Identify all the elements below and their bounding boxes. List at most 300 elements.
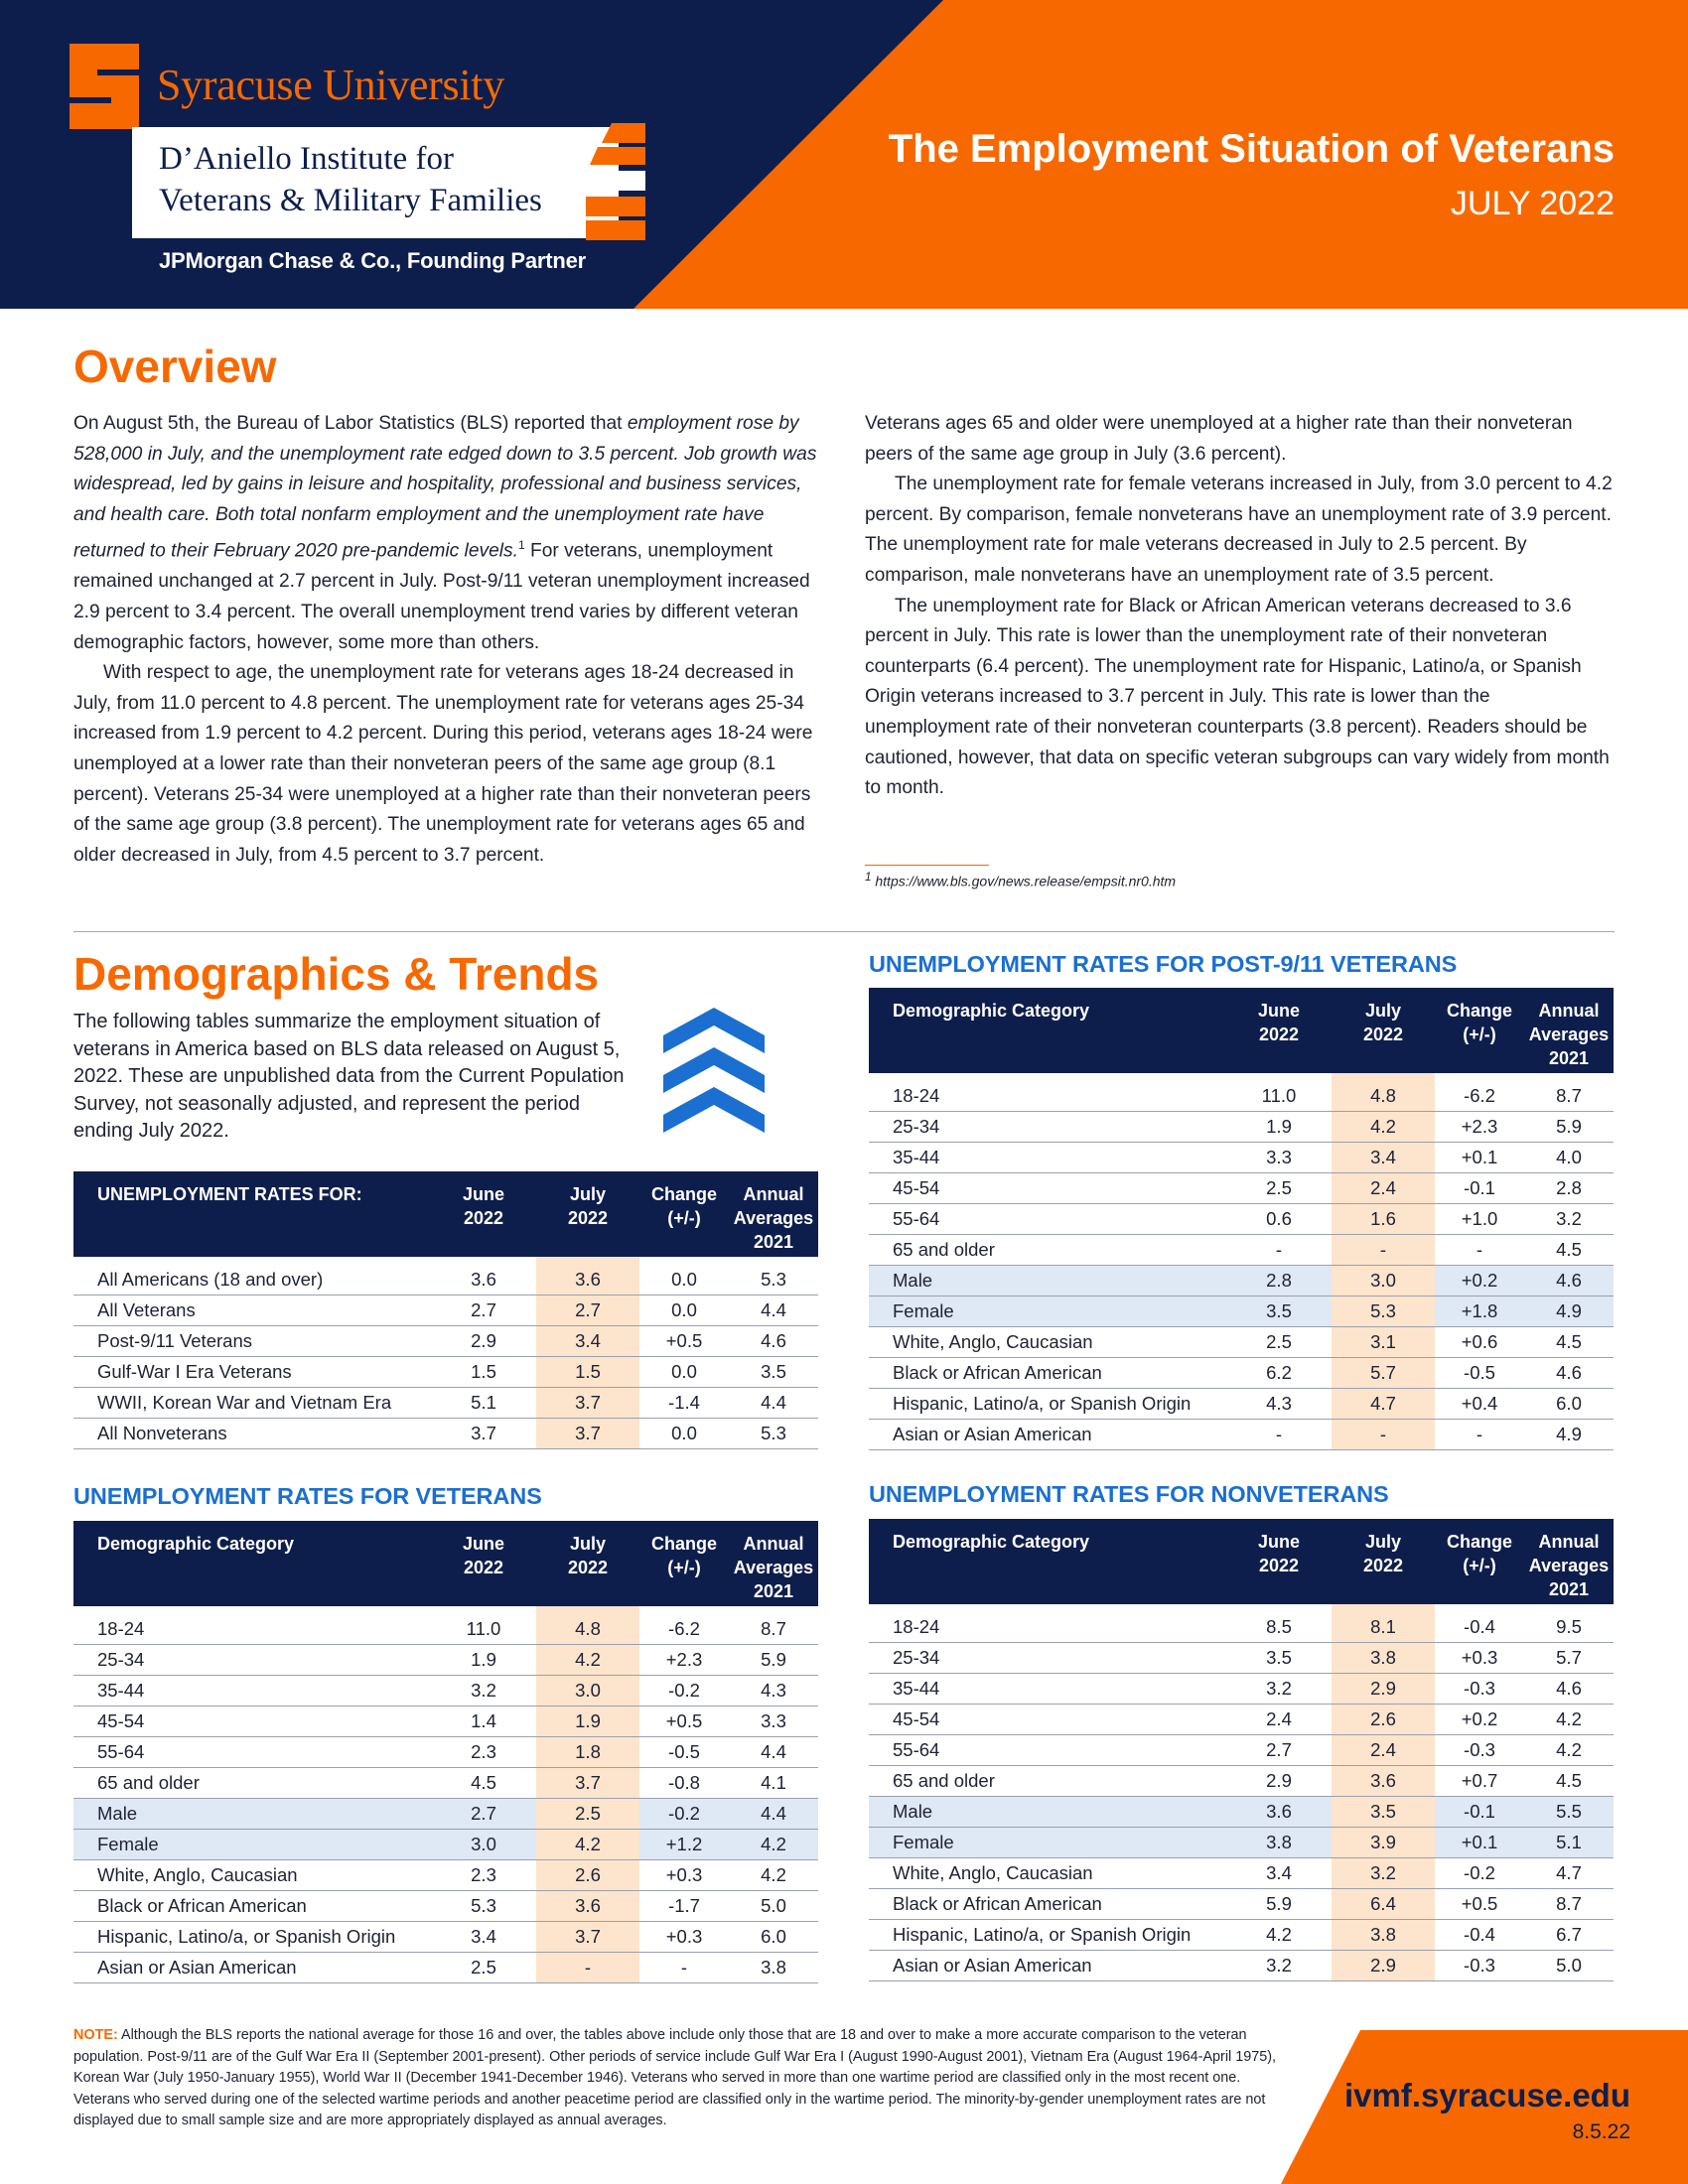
cell-june: 3.6	[1226, 1797, 1332, 1828]
header-change-line: (+/-)	[1463, 1556, 1496, 1575]
header-annual-line: Averages	[733, 1208, 814, 1228]
header-july-line: 2022	[567, 1558, 609, 1577]
cell-category: Female	[869, 1828, 1226, 1858]
overview-paragraph-2: With respect to age, the unemployment rate for veterans ages 18-24 decreased in July, from 11.0 percent to 4.8 percent. The unemployment rate for veterans ages 25-34 increased from 1.9 percent to 4.2 percent. During this period, veterans ages 18-24 were unemployed at a lower rate than their nonveteran peers of the same age group (8.1 percent). Veterans 25-34 were unemployed at a higher rate than their nonveteran peers of the same age group (3.8 percent). The unemployment rate for veterans ages 65 and older decreased in July, from 4.5 percent to 3.7 percent.	[73, 662, 813, 866]
cell-annual: 4.3	[729, 1676, 818, 1706]
university-name: Syracuse University	[157, 61, 504, 109]
cell-july: 3.7	[536, 1768, 639, 1799]
cell-category: Hispanic, Latino/a, or Spanish Origin	[869, 1389, 1226, 1420]
cell-june: 2.4	[1226, 1705, 1332, 1735]
table-row	[869, 1327, 1614, 1358]
header-annual-line: Annual	[1538, 1532, 1600, 1552]
cell-category: Male	[869, 1797, 1226, 1828]
cell-annual: 4.9	[1524, 1297, 1614, 1327]
header-july-line: 2022	[1362, 1024, 1404, 1044]
table-row	[73, 1706, 818, 1737]
overview-p1-tail: For veterans, unemployment remained unchanged at 2.7 percent in July. Post-9/11 veteran unemployment increased 2.9 percent to 3.4 percent. The overall unemployment trend varies by different veteran demographic factors, however, some more than others.	[73, 540, 810, 653]
cell-change: -	[1435, 1235, 1524, 1266]
cell-annual: 6.0	[729, 1922, 818, 1953]
cell-change: +0.4	[1435, 1389, 1524, 1420]
cell-category: Hispanic, Latino/a, or Spanish Origin	[73, 1922, 431, 1953]
header-july	[536, 1521, 639, 1606]
footnote-url[interactable]: https://www.bls.gov/news.release/empsit.nr0.htm	[875, 873, 1177, 889]
cell-category: 18-24	[869, 1604, 1226, 1643]
footer-website-link[interactable]: ivmf.syracuse.edu	[1344, 2077, 1630, 2114]
cell-category: Asian or Asian American	[869, 1420, 1226, 1450]
cell-category: Asian or Asian American	[73, 1953, 431, 1983]
cell-july: 3.8	[1332, 1643, 1435, 1674]
ivmf-e-mark-logo	[586, 123, 645, 240]
header-annual-line: 2021	[1548, 1048, 1590, 1068]
overview-paragraph-4: The unemployment rate for female veterans increased in July, from 3.0 percent to 4.2 percent. By comparison, female nonveterans have an unemployment rate of 3.9 percent. The unemployment rate for male veterans decreased in July to 2.5 percent. By comparison, male nonveterans have an unemployment rate of 3.5 percent.	[865, 474, 1613, 586]
cell-july: 2.4	[1332, 1173, 1435, 1204]
cell-change: +0.2	[1435, 1266, 1524, 1297]
table-row	[869, 1235, 1614, 1266]
overview-column-left	[73, 409, 818, 871]
table-row	[73, 1830, 818, 1860]
overview-heading: Overview	[73, 341, 277, 392]
table-row	[73, 1257, 818, 1296]
cell-june: 5.1	[431, 1388, 536, 1419]
cell-annual: 6.7	[1524, 1920, 1614, 1951]
post911-unemployment-table	[869, 988, 1614, 1450]
cell-category: Black or African American	[869, 1889, 1226, 1920]
cell-june: 2.7	[431, 1296, 536, 1326]
cell-category: 55-64	[869, 1204, 1226, 1235]
table-row	[869, 1420, 1614, 1450]
cell-july: 3.7	[536, 1388, 639, 1419]
cell-change: +0.7	[1435, 1766, 1524, 1797]
overview-paragraph-3: Veterans ages 65 and older were unemployed at a higher rate than their nonveteran peers of the same age group in July (3.6 percent).	[865, 413, 1573, 465]
cell-change: -	[1435, 1420, 1524, 1450]
cell-june: 3.8	[1226, 1828, 1332, 1858]
header-annual	[1524, 1519, 1614, 1604]
cell-change: +0.6	[1435, 1327, 1524, 1358]
cell-category: White, Anglo, Caucasian	[73, 1860, 431, 1891]
table-row	[869, 1797, 1614, 1828]
cell-annual: 8.7	[1524, 1073, 1614, 1112]
cell-category: White, Anglo, Caucasian	[869, 1327, 1226, 1358]
cell-annual: 5.7	[1524, 1643, 1614, 1674]
demographics-intro: The following tables summarize the employment situation of veterans in America based on BLS data released on August 5, 2022. These are unpublished data from the Current Population Survey, not seasonally adjusted, and represent the period ending July 2022.	[73, 1011, 625, 1142]
table-row	[73, 1326, 818, 1357]
header-july-line: July	[1364, 1532, 1402, 1552]
cell-july: 4.7	[1332, 1389, 1435, 1420]
cell-annual: 4.5	[1524, 1235, 1614, 1266]
cell-category: 25-34	[869, 1643, 1226, 1674]
header-change-line: Change	[650, 1534, 717, 1554]
cell-july: 2.4	[1332, 1735, 1435, 1766]
cell-june: 2.5	[1226, 1327, 1332, 1358]
cell-change: +0.5	[639, 1706, 729, 1737]
cell-annual: 8.7	[1524, 1889, 1614, 1920]
cell-category: 35-44	[73, 1676, 431, 1706]
note-text: Although the BLS reports the national average for those 16 and over, the tables above include only those that are 18 and over to make a more accurate comparison to the veteran population. Post-9/11 are of the Gulf War Era II (September 2001-present). Other periods of service include Gulf War Era I (August 1990-August 2001), Vietnam Era (August 1964-April 1975), Korean War (July 1950-January 1955), World War II (December 1941-December 1946). Veterans who served in more than one wartime period are classified only in the most recent one. Veterans who served during one of the selected wartime periods and another peacetime period are classified only in the wartime period. The minority-by-gender unemployment rates are not displayed due to small sample size and are more appropriately displayed as annual averages.	[73, 2027, 1277, 2129]
cell-july: 8.1	[1332, 1604, 1435, 1643]
header-june-line: 2022	[1258, 1556, 1300, 1575]
cell-june: 2.5	[1226, 1173, 1332, 1204]
cell-category: Male	[73, 1799, 431, 1830]
cell-change: -	[639, 1953, 729, 1983]
cell-july: 4.2	[1332, 1112, 1435, 1143]
cell-annual: 4.2	[729, 1830, 818, 1860]
cell-july: 3.1	[1332, 1327, 1435, 1358]
table-row	[869, 1705, 1614, 1735]
cell-annual: 5.9	[729, 1645, 818, 1676]
table-row	[73, 1891, 818, 1922]
cell-july: 1.8	[536, 1737, 639, 1768]
cell-change: 0.0	[639, 1357, 729, 1388]
table-row	[869, 1674, 1614, 1705]
header-annual	[729, 1171, 818, 1257]
footer-note	[73, 2025, 1290, 2132]
cell-july: 5.7	[1332, 1358, 1435, 1389]
cell-annual: 4.5	[1524, 1327, 1614, 1358]
cell-july: 2.6	[536, 1860, 639, 1891]
cell-july: 3.6	[1332, 1766, 1435, 1797]
cell-annual: 5.9	[1524, 1112, 1614, 1143]
cell-july: 3.6	[536, 1891, 639, 1922]
overview-column-right	[865, 409, 1619, 804]
cell-june: 6.2	[1226, 1358, 1332, 1389]
cell-july: -	[1332, 1420, 1435, 1450]
header-june	[1226, 1519, 1332, 1604]
header-july	[536, 1171, 639, 1257]
table-row	[73, 1799, 818, 1830]
header-june-line: 2022	[1258, 1024, 1300, 1044]
cell-category: 45-54	[869, 1705, 1226, 1735]
cell-change: +0.3	[639, 1860, 729, 1891]
header-july-line: July	[569, 1534, 607, 1554]
cell-annual: 5.0	[729, 1891, 818, 1922]
table-row	[73, 1953, 818, 1983]
cell-change: -0.2	[639, 1676, 729, 1706]
cell-june: 2.3	[431, 1860, 536, 1891]
cell-change: +1.8	[1435, 1297, 1524, 1327]
cell-change: -0.3	[1435, 1674, 1524, 1705]
table-row	[869, 1112, 1614, 1143]
cell-june: 2.7	[431, 1799, 536, 1830]
cell-june: 3.5	[1226, 1297, 1332, 1327]
cell-july: 2.9	[1332, 1951, 1435, 1981]
cell-change: 0.0	[639, 1296, 729, 1326]
triple-chevron-up-icon	[663, 1008, 765, 1137]
cell-july: 2.7	[536, 1296, 639, 1326]
table-row	[73, 1419, 818, 1449]
table-row	[869, 1828, 1614, 1858]
cell-june: 0.6	[1226, 1204, 1332, 1235]
cell-change: +2.3	[1435, 1112, 1524, 1143]
nonveterans-unemployment-table	[869, 1519, 1614, 1981]
cell-june: 4.2	[1226, 1920, 1332, 1951]
cell-category: Female	[73, 1830, 431, 1860]
cell-change: +0.1	[1435, 1828, 1524, 1858]
table-row	[869, 1389, 1614, 1420]
cell-change: +0.3	[639, 1922, 729, 1953]
cell-june: 3.2	[431, 1676, 536, 1706]
cell-category: WWII, Korean War and Vietnam Era	[73, 1388, 431, 1419]
cell-change: -0.3	[1435, 1951, 1524, 1981]
cell-change: -0.4	[1435, 1920, 1524, 1951]
cell-category: 25-34	[869, 1112, 1226, 1143]
cell-july: 4.8	[536, 1606, 639, 1645]
header-change	[1435, 988, 1524, 1073]
cell-annual: 5.1	[1524, 1828, 1614, 1858]
cell-category: 18-24	[869, 1073, 1226, 1112]
founding-partner: JPMorgan Chase & Co., Founding Partner	[159, 248, 586, 273]
header-annual-line: Averages	[733, 1558, 814, 1577]
cell-change: -0.2	[1435, 1858, 1524, 1889]
table-row	[869, 1858, 1614, 1889]
cell-category: 65 and older	[869, 1235, 1226, 1266]
cell-july: 4.8	[1332, 1073, 1435, 1112]
footnote	[865, 871, 1176, 889]
cell-annual: 4.6	[1524, 1358, 1614, 1389]
header-annual-line: 2021	[1548, 1579, 1590, 1599]
header-june	[1226, 988, 1332, 1073]
cell-june: -	[1226, 1235, 1332, 1266]
header-category: Demographic Category	[73, 1521, 431, 1606]
cell-change: -0.5	[639, 1737, 729, 1768]
overview-paragraph-5: The unemployment rate for Black or African American veterans decreased to 3.6 percent in July. This rate is lower than the unemployment rate of their nonveteran counterparts (6.4 percent). The unemployment rate for Hispanic, Latino/a, or Spanish Origin veterans increased to 3.7 percent in July. This rate is lower than the unemployment rate of their nonveteran counterparts (3.8 percent). Readers should be cautioned, however, that data on specific veteran subgroups can vary widely from month to month.	[865, 595, 1610, 799]
cell-category: 45-54	[869, 1173, 1226, 1204]
cell-change: -0.2	[639, 1799, 729, 1830]
cell-category: Black or African American	[73, 1891, 431, 1922]
cell-annual: 4.4	[729, 1799, 818, 1830]
cell-june: 4.3	[1226, 1389, 1332, 1420]
header-june-line: 2022	[463, 1558, 504, 1577]
cell-annual: 6.0	[1524, 1389, 1614, 1420]
cell-change: +0.2	[1435, 1705, 1524, 1735]
cell-july: 4.2	[536, 1645, 639, 1676]
header-annual	[1524, 988, 1614, 1073]
cell-july: 5.3	[1332, 1297, 1435, 1327]
header-july-line: July	[569, 1184, 607, 1204]
table-row	[869, 1266, 1614, 1297]
cell-category: All Nonveterans	[73, 1419, 431, 1449]
veterans-unemployment-table	[73, 1521, 818, 1983]
header-july-line: 2022	[567, 1208, 609, 1228]
cell-july: 3.6	[536, 1257, 639, 1296]
cell-july: -	[1332, 1235, 1435, 1266]
table-row	[869, 1073, 1614, 1112]
cell-june: 3.5	[1226, 1643, 1332, 1674]
cell-june: 8.5	[1226, 1604, 1332, 1643]
cell-annual: 8.7	[729, 1606, 818, 1645]
cell-june: 4.5	[431, 1768, 536, 1799]
cell-june: 1.9	[1226, 1112, 1332, 1143]
cell-annual: 5.3	[729, 1419, 818, 1449]
table-row	[869, 1358, 1614, 1389]
overview-p1-quote: employment rose by 528,000 in July, and the unemployment rate edged down to 3.5 percent. Job growth was widespread, led by gains in leisure and hospitality, professional and business services, and health care. Both total nonfarm employment and the unemployment rate have returned to their February 2020 pre-pandemic levels.	[73, 413, 817, 562]
page-header	[0, 0, 1688, 309]
report-date: JULY 2022	[1450, 185, 1615, 222]
section-divider	[73, 931, 1615, 932]
cell-annual: 4.2	[729, 1860, 818, 1891]
cell-annual: 4.4	[729, 1296, 818, 1326]
cell-june: 2.8	[1226, 1266, 1332, 1297]
cell-annual: 4.6	[729, 1326, 818, 1357]
footer-date: 8.5.22	[1572, 2120, 1630, 2143]
header-june-line: June	[1257, 1532, 1300, 1552]
cell-category: 35-44	[869, 1143, 1226, 1173]
header-june-line: June	[1257, 1001, 1300, 1021]
table-row	[869, 1643, 1614, 1674]
header-change-line: Change	[1446, 1532, 1512, 1552]
header-july	[1332, 1519, 1435, 1604]
header-july	[1332, 988, 1435, 1073]
cell-annual: 4.6	[1524, 1674, 1614, 1705]
header-change-line: (+/-)	[667, 1558, 701, 1577]
overview-p1-lead: On August 5th, the Bureau of Labor Statistics (BLS) reported that	[73, 413, 628, 434]
header-annual-line: 2021	[753, 1581, 794, 1601]
header-annual-line: Annual	[743, 1184, 804, 1204]
cell-june: 2.7	[1226, 1735, 1332, 1766]
cell-annual: 4.9	[1524, 1420, 1614, 1450]
header-july-line: July	[1364, 1001, 1402, 1021]
nonveterans-table-heading: UNEMPLOYMENT RATES FOR NONVETERANS	[869, 1481, 1389, 1507]
cell-june: 3.4	[1226, 1858, 1332, 1889]
cell-category: All Veterans	[73, 1296, 431, 1326]
table-row	[73, 1388, 818, 1419]
cell-june: 3.3	[1226, 1143, 1332, 1173]
table-row	[869, 1173, 1614, 1204]
table-row	[73, 1922, 818, 1953]
table-row	[869, 1951, 1614, 1981]
cell-change: -0.8	[639, 1768, 729, 1799]
cell-category: White, Anglo, Caucasian	[869, 1858, 1226, 1889]
table-row	[73, 1768, 818, 1799]
header-change	[1435, 1519, 1524, 1604]
cell-july: 3.8	[1332, 1920, 1435, 1951]
cell-june: 1.9	[431, 1645, 536, 1676]
header-category: UNEMPLOYMENT RATES FOR:	[73, 1171, 431, 1257]
cell-change: +1.0	[1435, 1204, 1524, 1235]
header-annual	[729, 1521, 818, 1606]
cell-june: 11.0	[431, 1606, 536, 1645]
cell-annual: 4.1	[729, 1768, 818, 1799]
cell-july: 3.4	[536, 1326, 639, 1357]
cell-june: 3.2	[1226, 1951, 1332, 1981]
cell-june: 5.9	[1226, 1889, 1332, 1920]
cell-june: 1.4	[431, 1706, 536, 1737]
cell-annual: 3.3	[729, 1706, 818, 1737]
cell-july: 3.9	[1332, 1828, 1435, 1858]
table-row	[869, 1143, 1614, 1173]
cell-annual: 9.5	[1524, 1604, 1614, 1643]
cell-category: Male	[869, 1266, 1226, 1297]
cell-category: 45-54	[73, 1706, 431, 1737]
cell-annual: 4.5	[1524, 1766, 1614, 1797]
syracuse-block-s-logo	[70, 44, 139, 129]
cell-july: 4.2	[536, 1830, 639, 1860]
cell-annual: 4.2	[1524, 1735, 1614, 1766]
cell-change: -0.4	[1435, 1604, 1524, 1643]
cell-category: Hispanic, Latino/a, or Spanish Origin	[869, 1920, 1226, 1951]
header-change-line: Change	[650, 1184, 717, 1204]
cell-change: -6.2	[1435, 1073, 1524, 1112]
cell-category: 55-64	[73, 1737, 431, 1768]
table-row	[869, 1889, 1614, 1920]
cell-july: 3.7	[536, 1922, 639, 1953]
table-row	[869, 1204, 1614, 1235]
cell-june: -	[1226, 1420, 1332, 1450]
header-annual-line: Annual	[1538, 1001, 1600, 1021]
cell-change: 0.0	[639, 1257, 729, 1296]
cell-july: 1.5	[536, 1357, 639, 1388]
note-label: NOTE:	[73, 2027, 118, 2043]
cell-change: +0.5	[639, 1326, 729, 1357]
footnote-number: 1	[865, 871, 872, 884]
cell-change: -6.2	[639, 1606, 729, 1645]
cell-change: 0.0	[639, 1419, 729, 1449]
table-row	[73, 1737, 818, 1768]
cell-july: 3.7	[536, 1419, 639, 1449]
table-row	[73, 1357, 818, 1388]
cell-july: 1.6	[1332, 1204, 1435, 1235]
cell-category: 55-64	[869, 1735, 1226, 1766]
cell-june: 3.4	[431, 1922, 536, 1953]
cell-july: 6.4	[1332, 1889, 1435, 1920]
cell-july: 3.4	[1332, 1143, 1435, 1173]
cell-category: 65 and older	[73, 1768, 431, 1799]
cell-june: 2.5	[431, 1953, 536, 1983]
cell-change: -1.4	[639, 1388, 729, 1419]
cell-change: +2.3	[639, 1645, 729, 1676]
cell-change: +0.1	[1435, 1143, 1524, 1173]
cell-june: 3.6	[431, 1257, 536, 1296]
header-change-line: (+/-)	[1463, 1024, 1496, 1044]
cell-july: 2.6	[1332, 1705, 1435, 1735]
header-annual-line: Averages	[1528, 1556, 1610, 1575]
header-annual-line: 2021	[753, 1232, 794, 1252]
header-june-line: 2022	[463, 1208, 504, 1228]
cell-annual: 4.6	[1524, 1266, 1614, 1297]
overall-unemployment-table	[73, 1171, 818, 1449]
cell-june: 3.2	[1226, 1674, 1332, 1705]
cell-annual: 5.3	[729, 1257, 818, 1296]
cell-change: +0.3	[1435, 1643, 1524, 1674]
cell-annual: 5.5	[1524, 1797, 1614, 1828]
institute-name-box	[132, 127, 619, 238]
table-row	[869, 1766, 1614, 1797]
cell-change: -0.1	[1435, 1797, 1524, 1828]
table-row	[73, 1676, 818, 1706]
header-annual-line: Averages	[1528, 1024, 1610, 1044]
cell-june: 2.9	[431, 1326, 536, 1357]
header-annual-line: Annual	[743, 1534, 804, 1554]
cell-category: Gulf-War I Era Veterans	[73, 1357, 431, 1388]
cell-june: 2.9	[1226, 1766, 1332, 1797]
cell-july: 3.2	[1332, 1858, 1435, 1889]
header-category: Demographic Category	[869, 1519, 1226, 1604]
cell-july: 3.0	[1332, 1266, 1435, 1297]
post911-table-heading: UNEMPLOYMENT RATES FOR POST-9/11 VETERANS	[869, 951, 1458, 977]
cell-annual: 2.8	[1524, 1173, 1614, 1204]
cell-june: 2.3	[431, 1737, 536, 1768]
cell-category: 35-44	[869, 1674, 1226, 1705]
header-change-line: Change	[1446, 1001, 1512, 1021]
header-july-line: 2022	[1362, 1556, 1404, 1575]
overview-paragraph-1	[73, 409, 818, 658]
cell-annual: 5.0	[1524, 1951, 1614, 1981]
cell-category: All Americans (18 and over)	[73, 1257, 431, 1296]
cell-july: 2.5	[536, 1799, 639, 1830]
cell-july: 3.5	[1332, 1797, 1435, 1828]
header-change	[639, 1521, 729, 1606]
footnote-rule	[865, 865, 989, 866]
cell-category: 25-34	[73, 1645, 431, 1676]
